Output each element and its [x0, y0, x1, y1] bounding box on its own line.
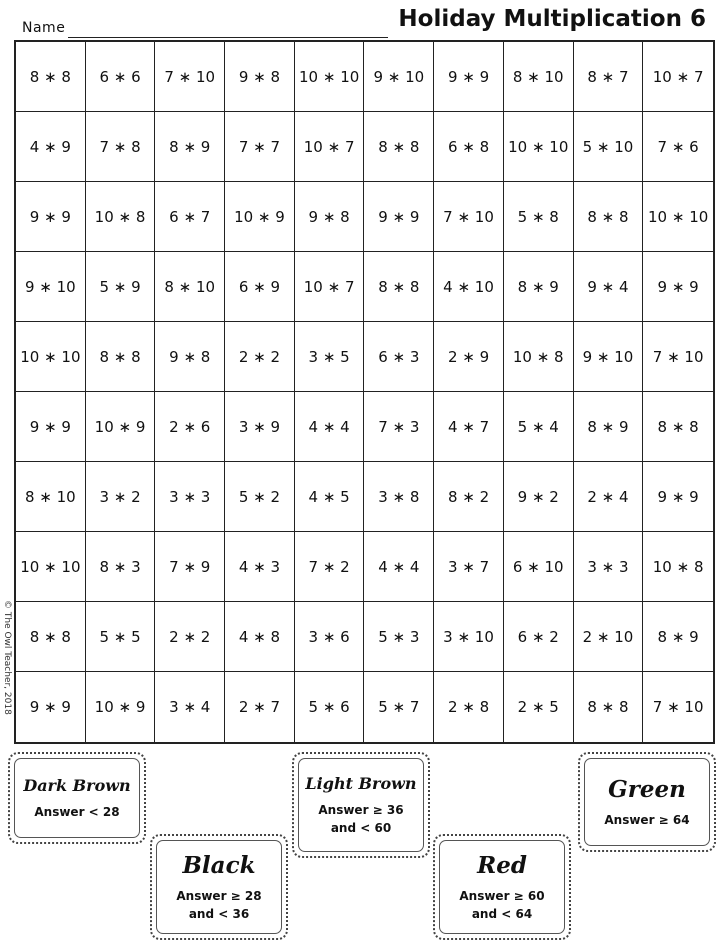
- grid-cell[interactable]: 8 ∗ 8: [364, 252, 434, 322]
- grid-cell[interactable]: 2 ∗ 4: [574, 462, 644, 532]
- grid-cell[interactable]: 7 ∗ 10: [155, 42, 225, 112]
- grid-cell[interactable]: 9 ∗ 10: [364, 42, 434, 112]
- grid-cell[interactable]: 7 ∗ 9: [155, 532, 225, 602]
- grid-cell[interactable]: 10 ∗ 10: [643, 182, 713, 252]
- key-red-rule-1: Answer ≥ 60: [459, 888, 545, 903]
- grid-cell[interactable]: 5 ∗ 8: [504, 182, 574, 252]
- grid-cell[interactable]: 10 ∗ 8: [643, 532, 713, 602]
- grid-cell[interactable]: 7 ∗ 7: [225, 112, 295, 182]
- grid-cell[interactable]: 7 ∗ 6: [643, 112, 713, 182]
- grid-cell[interactable]: 3 ∗ 9: [225, 392, 295, 462]
- grid-cell[interactable]: 2 ∗ 6: [155, 392, 225, 462]
- key-black-rule-1: Answer ≥ 28: [176, 888, 262, 903]
- key-green-title: Green: [608, 775, 686, 803]
- grid-cell[interactable]: 3 ∗ 6: [295, 602, 365, 672]
- key-light-brown-title: Light Brown: [305, 773, 417, 793]
- grid-cell[interactable]: 5 ∗ 3: [364, 602, 434, 672]
- grid-cell[interactable]: 8 ∗ 8: [16, 42, 86, 112]
- grid-cell[interactable]: 6 ∗ 9: [225, 252, 295, 322]
- grid-cell[interactable]: 10 ∗ 7: [643, 42, 713, 112]
- grid-cell[interactable]: 6 ∗ 7: [155, 182, 225, 252]
- grid-cell[interactable]: 9 ∗ 9: [643, 462, 713, 532]
- grid-cell[interactable]: 8 ∗ 10: [504, 42, 574, 112]
- grid-cell[interactable]: 10 ∗ 10: [16, 532, 86, 602]
- grid-cell[interactable]: 6 ∗ 3: [364, 322, 434, 392]
- grid-cell[interactable]: 3 ∗ 4: [155, 672, 225, 742]
- grid-cell[interactable]: 9 ∗ 9: [16, 672, 86, 742]
- grid-cell[interactable]: 2 ∗ 10: [574, 602, 644, 672]
- grid-cell[interactable]: 2 ∗ 8: [434, 672, 504, 742]
- key-dark-brown-title: Dark Brown: [23, 775, 131, 795]
- grid-cell[interactable]: 10 ∗ 10: [295, 42, 365, 112]
- grid-cell[interactable]: 8 ∗ 10: [155, 252, 225, 322]
- grid-cell[interactable]: 2 ∗ 2: [225, 322, 295, 392]
- grid-cell[interactable]: 9 ∗ 4: [574, 252, 644, 322]
- grid-cell[interactable]: 9 ∗ 9: [434, 42, 504, 112]
- grid-cell[interactable]: 10 ∗ 7: [295, 112, 365, 182]
- multiplication-grid: [14, 40, 715, 744]
- grid-cell[interactable]: 8 ∗ 8: [364, 112, 434, 182]
- grid-cell[interactable]: 5 ∗ 9: [86, 252, 156, 322]
- grid-cell[interactable]: 9 ∗ 9: [16, 392, 86, 462]
- grid-cell[interactable]: 8 ∗ 8: [574, 182, 644, 252]
- grid-cell[interactable]: 9 ∗ 8: [295, 182, 365, 252]
- grid-cell[interactable]: 4 ∗ 4: [295, 392, 365, 462]
- grid-cell[interactable]: 3 ∗ 8: [364, 462, 434, 532]
- grid-cell[interactable]: 8 ∗ 3: [86, 532, 156, 602]
- grid-cell[interactable]: 9 ∗ 9: [364, 182, 434, 252]
- key-green-rule: Answer ≥ 64: [604, 812, 690, 827]
- grid-cell[interactable]: 9 ∗ 8: [155, 322, 225, 392]
- grid-cell[interactable]: 2 ∗ 5: [504, 672, 574, 742]
- grid-cell[interactable]: 9 ∗ 8: [225, 42, 295, 112]
- grid-cell[interactable]: 3 ∗ 3: [155, 462, 225, 532]
- key-black-rule-2: and < 36: [188, 906, 250, 921]
- grid-cell[interactable]: 10 ∗ 7: [295, 252, 365, 322]
- key-black: [150, 834, 288, 940]
- grid-cell[interactable]: 7 ∗ 2: [295, 532, 365, 602]
- grid-cell[interactable]: 4 ∗ 7: [434, 392, 504, 462]
- grid-cell[interactable]: 6 ∗ 8: [434, 112, 504, 182]
- key-black-title: Black: [182, 851, 256, 879]
- grid-cell[interactable]: 8 ∗ 9: [504, 252, 574, 322]
- grid-cell[interactable]: 2 ∗ 7: [225, 672, 295, 742]
- grid-cell[interactable]: 10 ∗ 9: [86, 672, 156, 742]
- grid-cell[interactable]: 8 ∗ 7: [574, 42, 644, 112]
- key-dark-brown: [8, 752, 146, 844]
- key-red-title: Red: [477, 851, 527, 879]
- grid-cell[interactable]: 7 ∗ 8: [86, 112, 156, 182]
- grid-cell[interactable]: 7 ∗ 10: [652, 698, 704, 716]
- grid-cell[interactable]: 5 ∗ 4: [504, 392, 574, 462]
- grid-cell[interactable]: 8 ∗ 9: [155, 112, 225, 182]
- grid-cell[interactable]: 10 ∗ 9: [225, 182, 295, 252]
- grid-cell[interactable]: 10 ∗ 8: [504, 322, 574, 392]
- key-light-brown-rule-1: Answer ≥ 36: [318, 802, 404, 817]
- grid-cell[interactable]: 8 ∗ 8: [574, 672, 644, 742]
- grid-cell[interactable]: 4 ∗ 4: [364, 532, 434, 602]
- name-line[interactable]: [68, 37, 388, 38]
- grid-cell[interactable]: 9 ∗ 9: [16, 182, 86, 252]
- key-green: [578, 752, 716, 852]
- grid-cell[interactable]: 5 ∗ 5: [86, 602, 156, 672]
- grid-cell[interactable]: 10 ∗ 10: [16, 322, 86, 392]
- grid-cell[interactable]: 7 ∗ 10: [434, 182, 504, 252]
- grid-cell[interactable]: 5 ∗ 6: [295, 672, 365, 742]
- grid-cell[interactable]: 4 ∗ 10: [434, 252, 504, 322]
- key-red-rule-2: and < 64: [471, 906, 533, 921]
- grid-cell[interactable]: 8 ∗ 8: [16, 602, 86, 672]
- grid-cell[interactable]: 4 ∗ 9: [16, 112, 86, 182]
- grid-cell[interactable]: 6 ∗ 2: [504, 602, 574, 672]
- grid-cell[interactable]: 9 ∗ 10: [574, 322, 644, 392]
- grid-cell[interactable]: 3 ∗ 2: [86, 462, 156, 532]
- page-title: Holiday Multiplication 6: [398, 6, 706, 32]
- grid-cell[interactable]: 8 ∗ 10: [16, 462, 86, 532]
- grid-cell[interactable]: 4 ∗ 3: [225, 532, 295, 602]
- key-light-brown-rule-2: and < 60: [330, 820, 392, 835]
- grid-cell[interactable]: 3 ∗ 7: [434, 532, 504, 602]
- grid-cell[interactable]: 8 ∗ 9: [574, 392, 644, 462]
- grid-cell[interactable]: 5 ∗ 7: [364, 672, 434, 742]
- grid-cell[interactable]: 3 ∗ 10: [434, 602, 504, 672]
- grid-cell[interactable]: 9 ∗ 2: [504, 462, 574, 532]
- key-dark-brown-rule: Answer < 28: [34, 804, 120, 819]
- key-red: [433, 834, 571, 940]
- grid-cell[interactable]: 8 ∗ 8: [86, 322, 156, 392]
- grid-cell[interactable]: 3 ∗ 5: [295, 322, 365, 392]
- grid-cell[interactable]: 9 ∗ 10: [16, 252, 86, 322]
- grid-cell[interactable]: 10 ∗ 9: [86, 392, 156, 462]
- grid-cell[interactable]: 6 ∗ 6: [86, 42, 156, 112]
- grid-cell[interactable]: 8 ∗ 2: [434, 462, 504, 532]
- grid-cell[interactable]: 8 ∗ 8: [643, 392, 713, 462]
- grid-cell[interactable]: 8 ∗ 9: [643, 602, 713, 672]
- name-label: Name: [22, 20, 66, 36]
- grid-cell[interactable]: 10 ∗ 8: [86, 182, 156, 252]
- grid-cell[interactable]: 2 ∗ 2: [155, 602, 225, 672]
- grid-cell[interactable]: 2 ∗ 9: [434, 322, 504, 392]
- grid-cell[interactable]: 5 ∗ 10: [574, 112, 644, 182]
- grid-cell[interactable]: 7 ∗ 10: [643, 322, 713, 392]
- grid-cell[interactable]: 4 ∗ 8: [225, 602, 295, 672]
- grid-cell[interactable]: 4 ∗ 5: [295, 462, 365, 532]
- grid-cell[interactable]: 10 ∗ 10: [504, 112, 574, 182]
- key-light-brown: [292, 752, 430, 858]
- grid-cell[interactable]: 9 ∗ 9: [643, 252, 713, 322]
- grid-cell[interactable]: 7 ∗ 3: [364, 392, 434, 462]
- grid-cell[interactable]: 3 ∗ 3: [574, 532, 644, 602]
- copyright-text: © The Owl Teacher, 2018: [2, 600, 12, 715]
- grid-cell[interactable]: 6 ∗ 10: [504, 532, 574, 602]
- grid-cell[interactable]: 5 ∗ 2: [225, 462, 295, 532]
